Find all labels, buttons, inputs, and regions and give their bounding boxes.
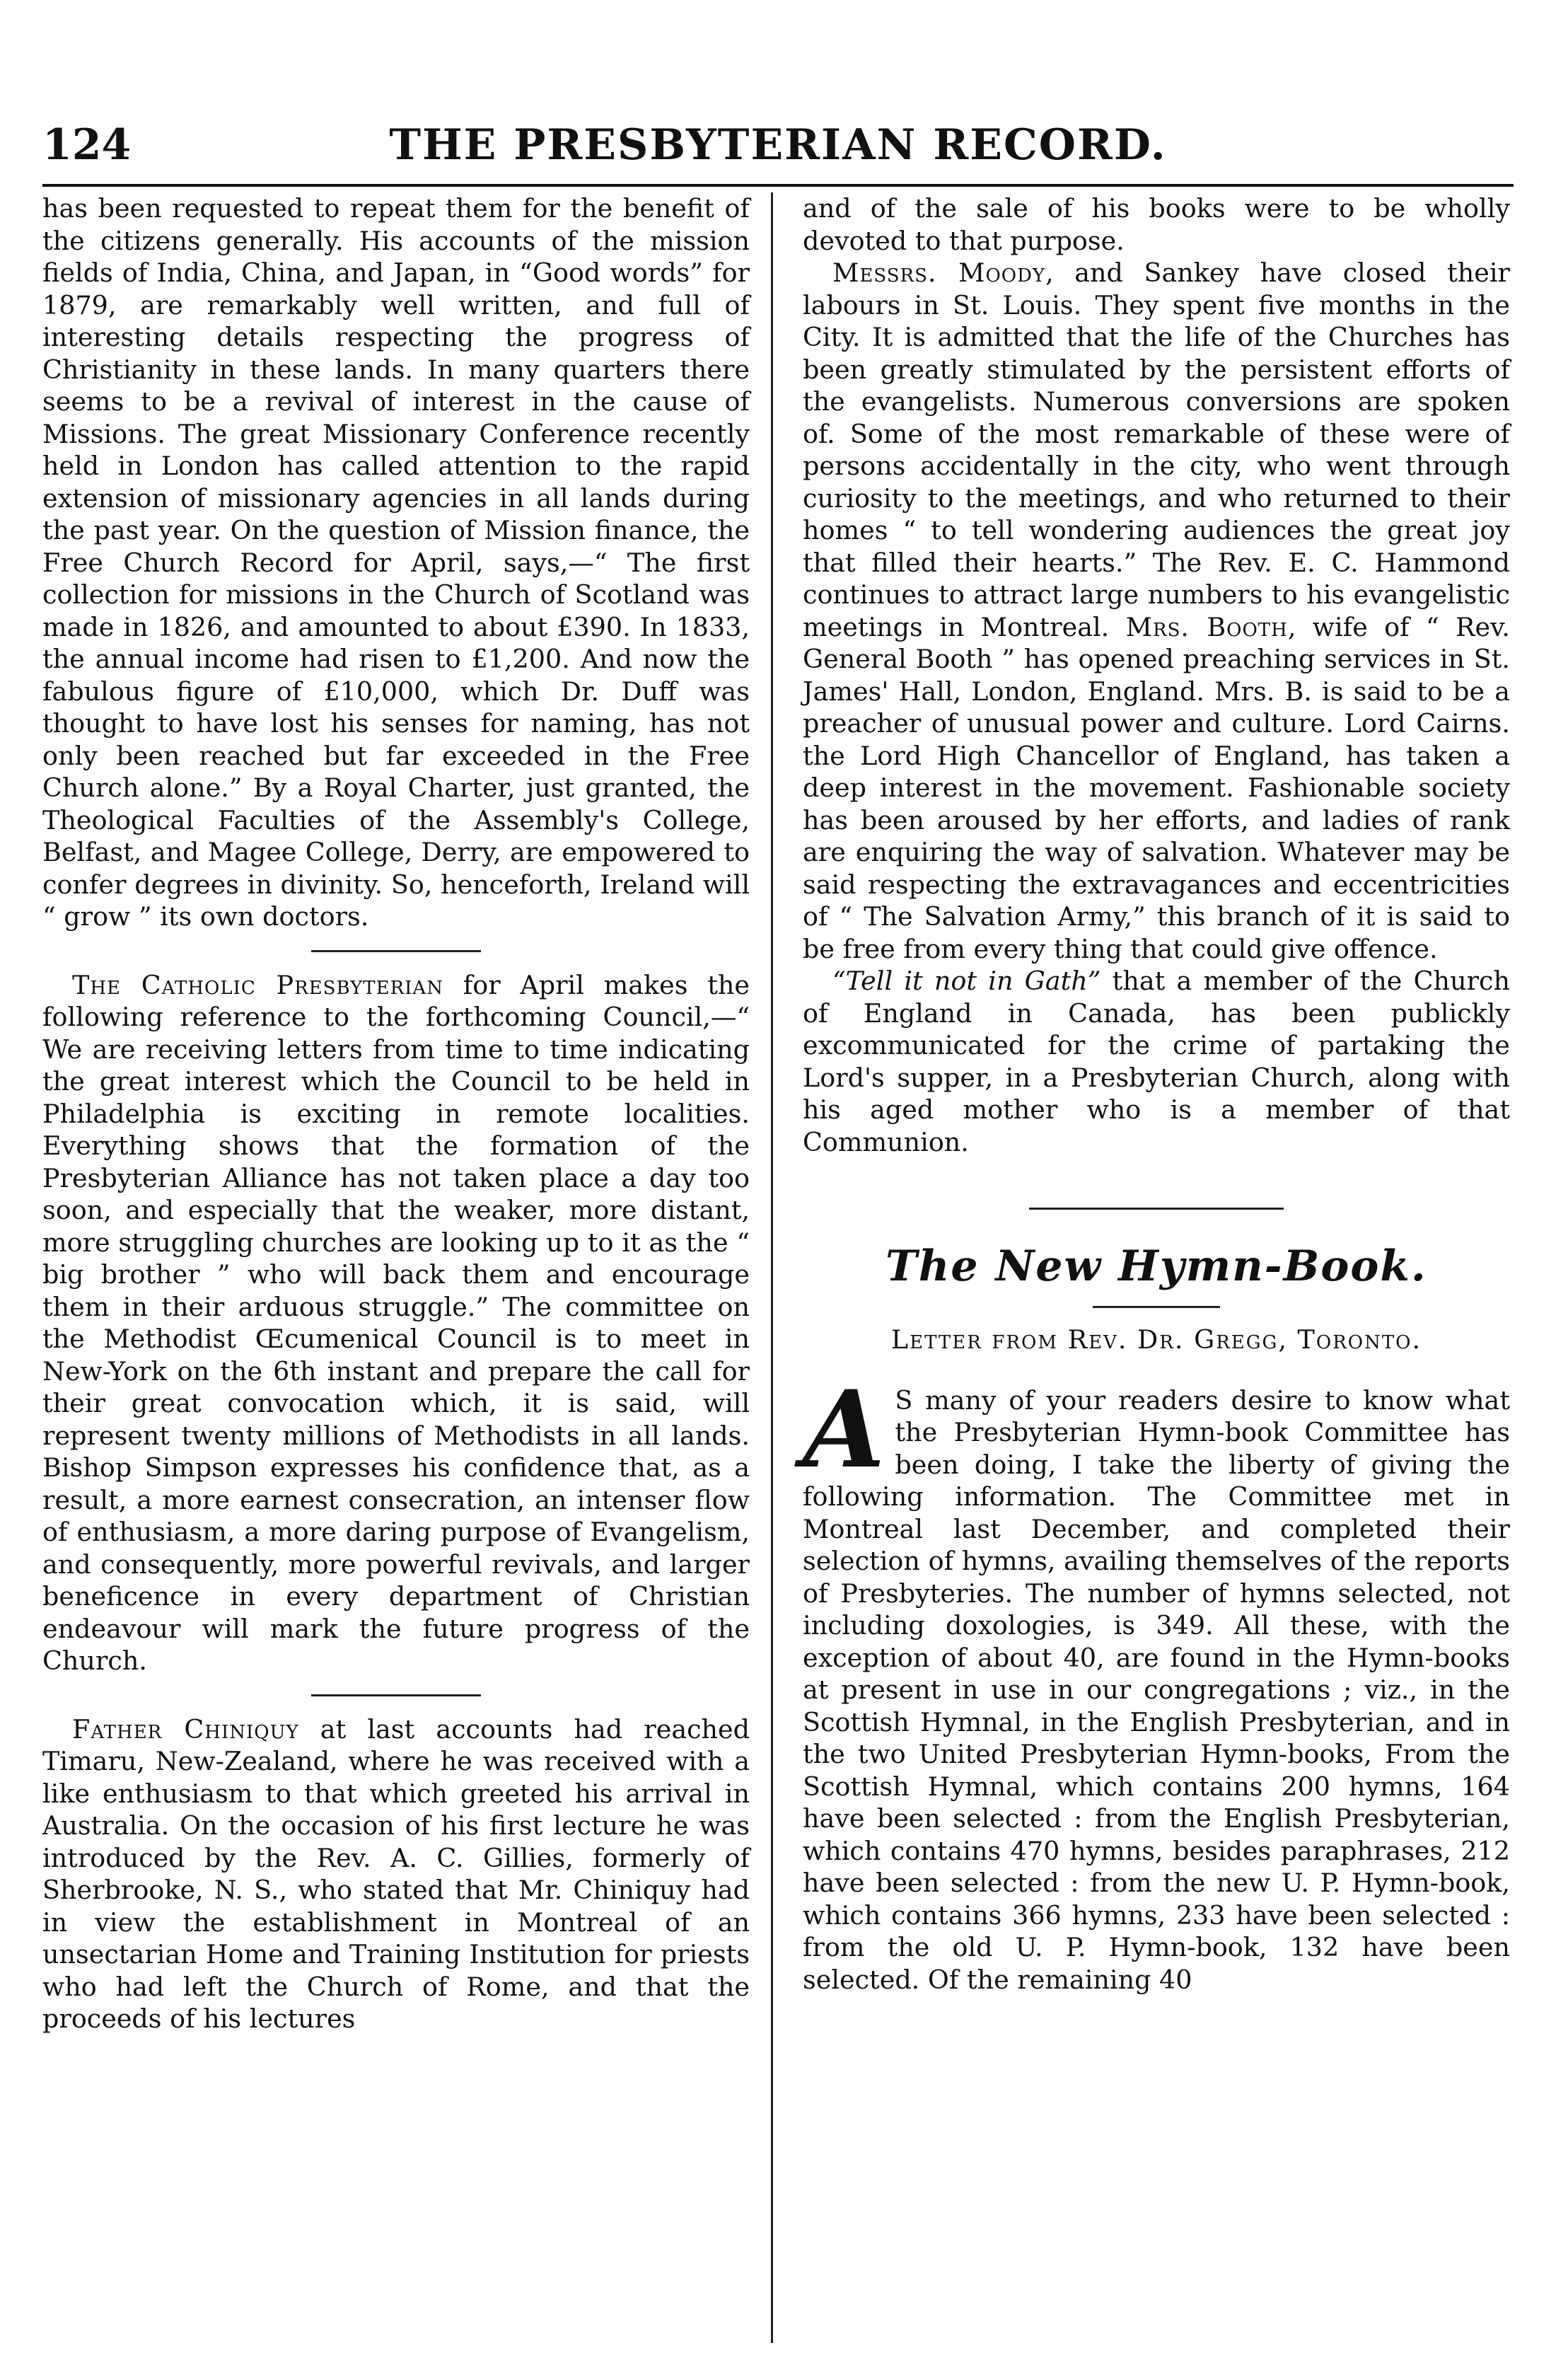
right-paragraph-3 xyxy=(803,965,1510,1158)
page-header xyxy=(42,113,1514,187)
drop-cap: A xyxy=(803,1367,885,1492)
section-rule xyxy=(311,950,481,952)
paragraph-lead: Messrs. Moody xyxy=(832,258,1046,288)
left-paragraph-1: has been requested to repeat them for the benefit of the citizens generally. His accounts of the mission fields of India, China, and Japan, in “Good words” for 1879, are remarkably well written, and full of interesting details respecting the progress of Christianity in these lands. In many quarters there seems to be a revival of interest in the cause of Missions. The great Missionary Conference recently held in London has called attention to the rapid extension of missionary agencies in all lands during the past year. On the question of Mission finance, the Free Church Record for April, says,—“ The first collection for missions in the Church of Scotland was made in 1826, and amounted to about £390. In 1833, the annual income had risen to £1,200. And now the fabulous figure of £10,000, which Dr. Duff was thought to have lost his senses for naming, has not only been reached but far exceeded in the Free Church alone.” By a Royal Charter, just granted, the Theological Faculties of the Assembly's College, Belfast, and Magee College, Derry, are empowered to confer degrees in divinity. So, henceforth, Ireland will “ grow ” its own doctors. xyxy=(42,193,750,932)
title-rule xyxy=(1093,1306,1220,1308)
paragraph-lead: Father Chiniquy xyxy=(72,1713,299,1745)
section-rule xyxy=(311,1694,481,1696)
section-rule xyxy=(1029,1208,1284,1210)
paragraph-body: , wife of “ Rev. General Booth ” has opened preaching services in St. James' Hall, London, England. Mrs. B. is said to be a preacher of unusual power and culture. Lord Cairns. the Lord High Chancellor of England, has taken a deep interest in the movement. Fashionable society has been aroused by her efforts, and ladies of rank are enquiring the way of salvation. Whatever may be said respecting the extravagances and eccentricities of “ The Salvation Army,” this branch of it is said to be free from every thing that could give offence. xyxy=(803,611,1510,964)
section-title: The New Hymn-Book. xyxy=(885,1242,1427,1291)
left-paragraph-2 xyxy=(42,969,750,1677)
paragraph-body: for April makes the following reference to the forthcoming Council,—“ We are receiving letters from time to time indicating the great interest which the Council to be held in Philadelphia is exciting in remote localities. Everything shows that the formation of the Presbyterian Alliance has not taken place a day too soon, and especially that the weaker, more distant, more struggling churches are looking up to it as the “ big brother ” who will back them and encourage them in their arduous struggle.” The committee on the Methodist Œcumenical Council is to meet in New-York on the 6th instant and prepare the call for their great convocation which, it is said, will represent twenty millions of Methodists in all lands. Bishop Simpson expresses his confidence that, as a result, a more earnest consecration, an intenser flow of enthusiasm, a more daring purpose of Evangelism, and consequently, more powerful revivals, and larger beneficence in every department of Christian endeavour will mark the future progress of the Church. xyxy=(42,969,750,1676)
paragraph-body: that a member of the Church of England in Canada, has been publickly excommunicated for the crime of partaking the Lord's supper, in a Presbyterian Church, along with his aged mother who is a member of that Communion. xyxy=(803,966,1510,1157)
paragraph-lead: The Catholic Presbyterian xyxy=(72,969,443,1000)
paragraph-lead: Mrs. Booth xyxy=(1125,611,1288,642)
paragraph-lead: “Tell it not in Gath” xyxy=(832,966,1101,996)
right-column xyxy=(803,192,1510,1996)
paragraph-body: S many of your readers desire to know what the Presbyterian Hymn-book Committee has been doing, I take the liberty of giving the following information. The Committee met in Montreal last December, and completed their selection of hymns, availing themselves of the reports of Presbyteries. The number of hymns selected, not including doxologies, is 349. All these, with the exception of about 40, are found in the Hymn-books at present in use in our congregations ; viz., in the Scottish Hymnal, in the English Presbyterian, and in the two United Presbyterian Hymn-books, From the Scottish Hymnal, which contains 200 hymns, 164 have been selected : from the English Presbyterian, which contains 470 hymns, besides paraphrases, 212 have been selected : from the new U. P. Hymn-book, which contains 366 hymns, 233 have been selected : from the old U. P. Hymn-book, 132 have been selected. Of the remaining 40 xyxy=(803,1384,1510,1995)
column-divider xyxy=(771,192,773,2343)
paragraph-body: at last accounts had reached Timaru, New-Zealand, where he was received with a like enthusiasm to that which greeted his arrival in Australia. On the occasion of his first lecture he was introduced by the Rev. A. C. Gillies, formerly of Sherbrooke, N. S., who stated that Mr. Chiniquy had in view the establishment in Montreal of an unsectarian Home and Training Institution for priests who had left the Church of Rome, and that the proceeds of his lectures xyxy=(42,1713,750,2034)
byline: Letter from Rev. Dr. Gregg, Toronto. xyxy=(890,1324,1422,1355)
page-number: 124 xyxy=(42,120,132,170)
right-paragraph-1: and of the sale of his books were to be wholly devoted to that purpose. xyxy=(803,193,1510,256)
left-column xyxy=(42,192,750,2035)
paragraph-body: , and Sankey have closed their labours in St. Louis. They spent five months in the City. It is admitted that the life of the Churches has been greatly stimulated by the persistent efforts of the evangelists. Numerous conversions are spoken of. Some of the most remarkable of these were of persons accidentally in the city, who went through curiosity to the meetings, and who returned to their homes “ to tell wondering audiences the great joy that filled their hearts.” The Rev. E. C. Hammond continues to attract large numbers to his evangelistic meetings in Montreal. xyxy=(803,258,1510,642)
left-paragraph-3 xyxy=(42,1713,750,2035)
journal-title: THE PRESBYTERIAN RECORD. xyxy=(389,120,1167,170)
right-paragraph-2 xyxy=(803,257,1510,965)
right-paragraph-4 xyxy=(803,1367,1510,1996)
